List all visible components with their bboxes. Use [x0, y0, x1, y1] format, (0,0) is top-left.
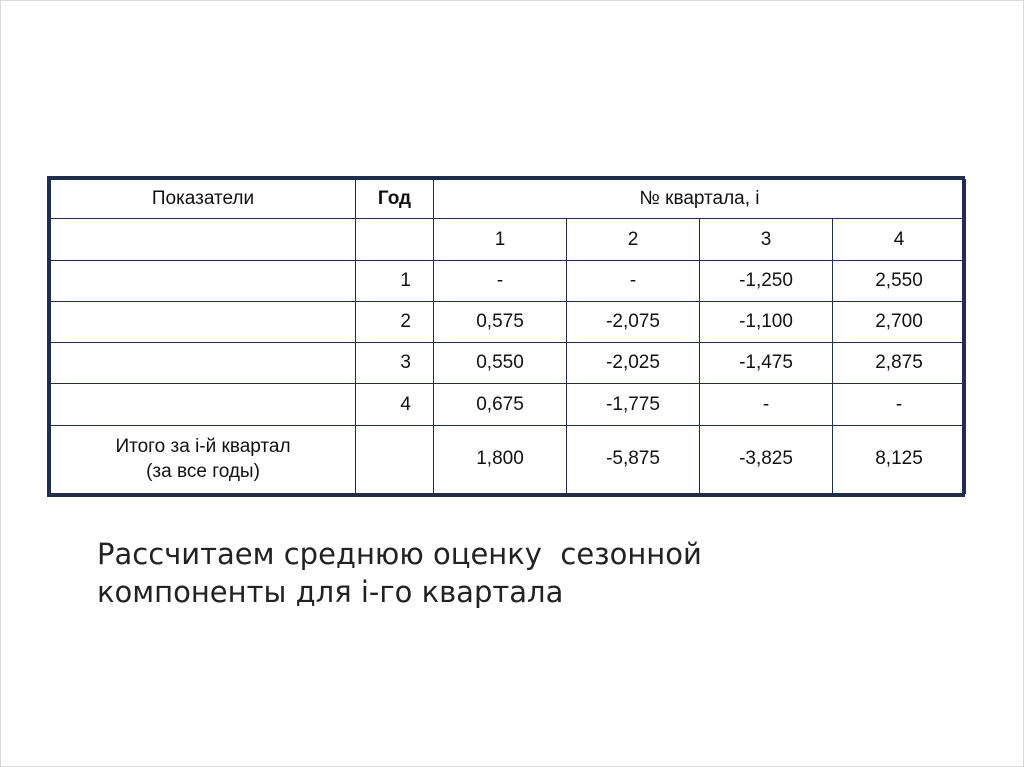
table-row-total — [51, 425, 966, 494]
seasonal-table-grid — [50, 179, 966, 494]
table-row-year-3 — [51, 343, 966, 384]
year-cell: 4 — [356, 384, 434, 425]
value-cell: -1,475 — [700, 343, 833, 384]
value-cell: -1,775 — [567, 384, 700, 425]
value-cell: -1,250 — [700, 260, 833, 301]
total-label — [51, 425, 356, 494]
empty-cell — [356, 219, 434, 260]
quarter-label-1: 1 — [434, 219, 567, 260]
value-cell: 2,700 — [833, 301, 966, 342]
total-label-line1: Итого за i-й квартал — [115, 435, 291, 457]
header-indicators: Показатели — [51, 180, 356, 219]
quarter-label-2: 2 — [567, 219, 700, 260]
header-year: Год — [356, 180, 434, 219]
caption-line-1: Рассчитаем среднюю оценку сезонной — [97, 537, 702, 571]
total-value-cell: 8,125 — [833, 425, 966, 494]
table-row-year-4 — [51, 384, 966, 425]
header-row — [51, 180, 966, 219]
year-cell: 3 — [356, 343, 434, 384]
value-cell: 2,550 — [833, 260, 966, 301]
value-cell: - — [434, 260, 567, 301]
table-row-year-2 — [51, 301, 966, 342]
value-cell: - — [700, 384, 833, 425]
quarter-label-4: 4 — [833, 219, 966, 260]
table-row-year-1 — [51, 260, 966, 301]
slide-caption — [97, 535, 917, 611]
empty-cell — [51, 219, 356, 260]
year-cell: 2 — [356, 301, 434, 342]
value-cell: 0,675 — [434, 384, 567, 425]
total-value-cell: -3,825 — [700, 425, 833, 494]
empty-cell — [51, 301, 356, 342]
quarter-label-3: 3 — [700, 219, 833, 260]
value-cell: 2,875 — [833, 343, 966, 384]
seasonal-table — [47, 176, 965, 497]
value-cell: -1,100 — [700, 301, 833, 342]
caption-line-2: компоненты для i-го квартала — [97, 575, 564, 609]
value-cell: -2,075 — [567, 301, 700, 342]
empty-cell — [51, 343, 356, 384]
value-cell: -2,025 — [567, 343, 700, 384]
total-value-cell: -5,875 — [567, 425, 700, 494]
header-quarter-number: № квартала, i — [434, 180, 966, 219]
total-value-cell: 1,800 — [434, 425, 567, 494]
empty-cell — [356, 425, 434, 494]
value-cell: - — [833, 384, 966, 425]
value-cell: 0,550 — [434, 343, 567, 384]
empty-cell — [51, 260, 356, 301]
total-label-line2: (за все годы) — [146, 461, 260, 483]
value-cell: - — [567, 260, 700, 301]
empty-cell — [51, 384, 356, 425]
quarter-index-row — [51, 219, 966, 260]
value-cell: 0,575 — [434, 301, 567, 342]
year-cell: 1 — [356, 260, 434, 301]
